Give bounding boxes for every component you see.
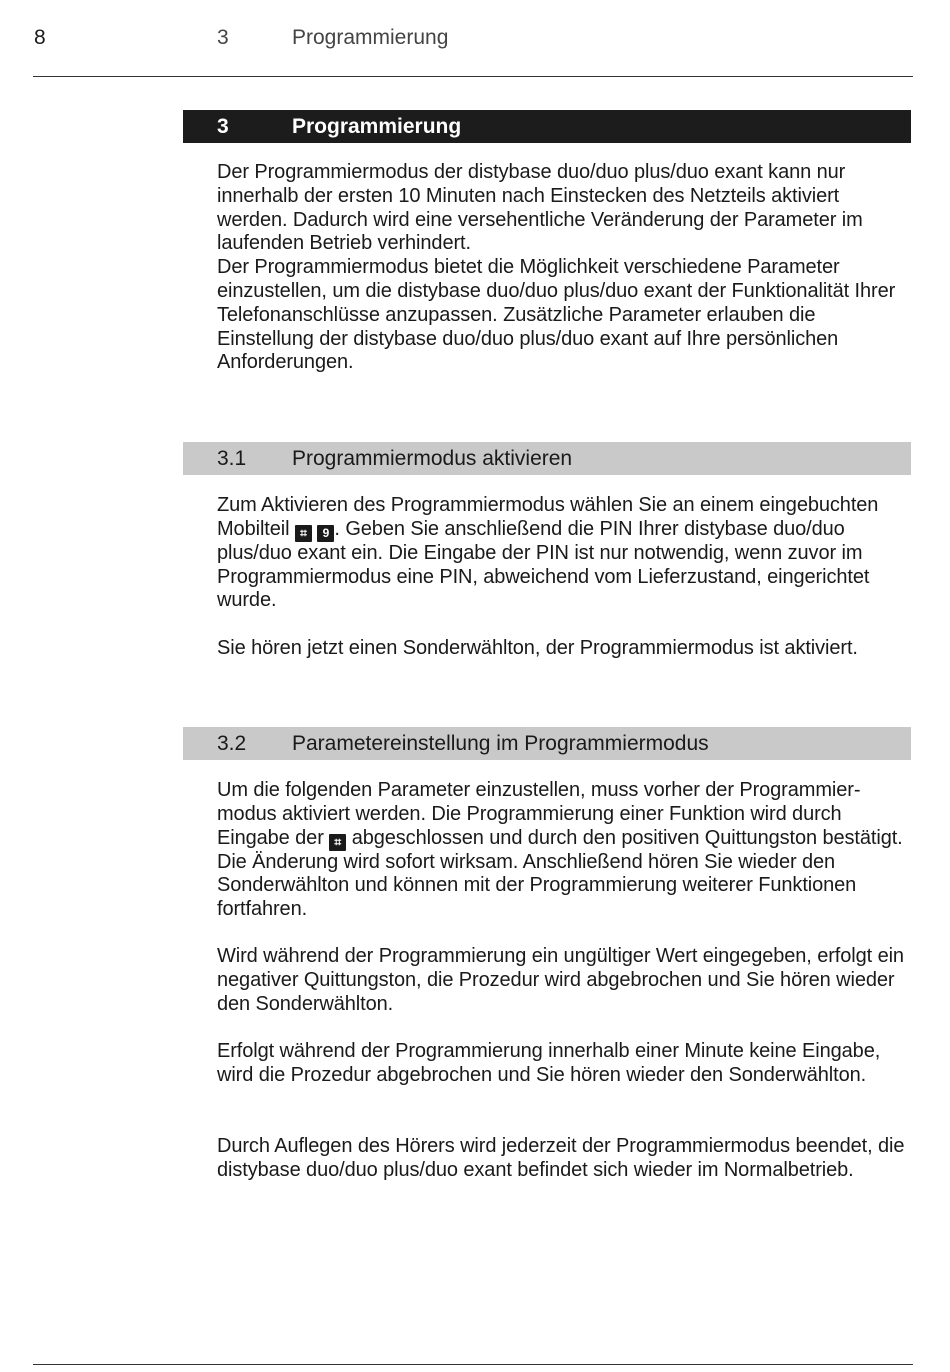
- section-3-2-paragraph-4: [217, 1135, 915, 1183]
- running-header-chapter-number: 3: [217, 26, 229, 49]
- section-3-2-paragraph-2: [217, 945, 915, 1016]
- paragraph-text: Zum Aktivieren des Programmiermodus wählen Sie an einem eingebuchten Mobilteil: [217, 494, 879, 540]
- header-rule: [33, 76, 913, 77]
- section-3-1-paragraph-2: [217, 637, 915, 661]
- paragraph-text: Erfolgt während der Programmierung innerhalb einer Minute keine Eingabe, wird die Prozedur abgebrochen und Sie hören wieder den Sonderwählton.: [217, 1040, 881, 1086]
- section-number: 3.2: [217, 732, 247, 755]
- footer-rule: [33, 1364, 913, 1365]
- paragraph-text: Sie hören jetzt einen Sonderwählton, der Programmiermodus ist aktiviert.: [217, 637, 858, 659]
- paragraph-text: Der Programmiermodus bietet die Möglichkeit verschiedene Parameter einzustellen, um die distybase duo/duo plus/duo exant der Funktionalität Ihrer Telefonanschlüsse anzupassen. Zusätzliche Parameter erlauben die Einstellung der distybase duo/duo plus/duo exant auf Ihre persönlichen Anforderungen.: [217, 256, 896, 374]
- section-title: Programmierung: [292, 115, 462, 138]
- section-3-2-paragraph-1: [217, 779, 915, 922]
- running-header-chapter-title: Programmierung: [292, 26, 449, 49]
- paragraph-text: Der Programmiermodus der distybase duo/duo plus/duo exant kann nur innerhalb der ersten 10 Minuten nach Einstecken des Netzteils aktiviert werden. Dadurch wird eine versehentliche Veränderung der Parameter im laufenden Betrieb verhindert.: [217, 161, 863, 255]
- section-3-2-paragraph-3: [217, 1040, 915, 1088]
- section-number: 3: [217, 115, 229, 138]
- hash-key-icon: ⌗: [295, 525, 312, 542]
- section-heading-bar-3-1: [183, 442, 911, 475]
- section-heading-bar-3-2: [183, 727, 911, 760]
- section-heading-bar-3: [183, 110, 911, 143]
- paragraph-text: Durch Auflegen des Hörers wird jederzeit der Programmiermodus beendet, die distybase duo/duo plus/duo exant befindet sich wieder im Normalbetrieb.: [217, 1135, 905, 1181]
- page-number: 8: [34, 26, 46, 49]
- section-3-intro-paragraph: [217, 161, 915, 375]
- paragraph-text: abgeschlossen und durch den positiven Quittungston bestätigt. Die Änderung wird sofort wirksam. Anschließend hören Sie wieder den Sonderwählton und können mit der Programmierung weiterer Funktionen fortfahren.: [217, 826, 903, 921]
- section-3-1-paragraph-1: [217, 494, 915, 613]
- hash-key-icon: ⌗: [329, 834, 346, 851]
- section-title: Parametereinstellung im Programmiermodus: [292, 732, 709, 755]
- paragraph-text: . Geben Sie anschließend die PIN Ihrer distybase duo/duo plus/duo exant ein. Die Eingabe der PIN ist nur notwendig, wenn zuvor im Programmiermodus eine PIN, abweichend vom Lieferzustand, eingerichtet wurde.: [217, 517, 870, 612]
- section-number: 3.1: [217, 447, 247, 470]
- key-9-icon: 9: [317, 525, 334, 542]
- paragraph-text: Um die folgenden Parameter einzustellen, muss vorher der Programmier-modus aktiviert werden. Die Programmierung einer Funktion wird durch Eingabe der: [217, 779, 861, 849]
- section-title: Programmiermodus aktivieren: [292, 447, 573, 470]
- paragraph-text: Wird während der Programmierung ein ungültiger Wert eingegeben, erfolgt ein negativer Quittungston, die Prozedur wird abgebrochen und Sie hören wieder den Sonderwählton.: [217, 945, 904, 1015]
